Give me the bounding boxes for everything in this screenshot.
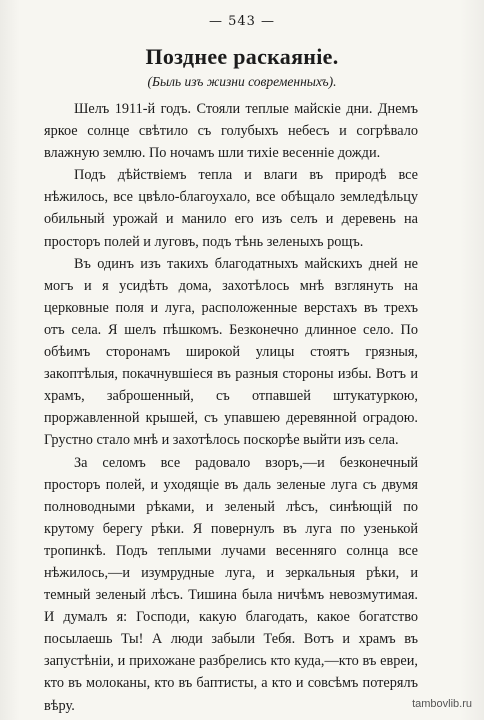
paragraph-1: Шелъ 1911-й годъ. Стояли теплые майскіе дни. Днемъ яркое солнце свѣтило съ голубыхъ небесъ и согрѣвало влажную землю. По ночамъ шли тихіе весенніе дожди. <box>44 101 418 162</box>
site-watermark: tambovlib.ru <box>412 698 472 710</box>
article-subtitle: (Быль изъ жизни современныхъ). <box>147 74 337 89</box>
article-body <box>44 98 418 717</box>
paragraph-4: За селомъ все радовало взоръ,—и безконечный просторъ полей, и уходящіе въ даль зеленые луга съ двумя полноводными рѣками, и зеленый лѣсъ, синѣющій по крутому берегу рѣки. Я повернулъ въ луга по узенькой тропинкѣ. Подъ теплыми лучами весенняго солнца все нѣжилось,—и изумрудные луга, и зеркальныя рѣки, и темный зеленый лѣсъ. Тишина была ничѣмъ невозмутимая. И думалъ я: Господи, какую благодать, какое богатство посылаешь Ты! А люди забыли Тебя. Вотъ и храмъ въ запустѣніи, и прихожане разбрелись кто куда,—кто въ евреи, кто въ молоканы, кто въ баптисты, а кто и совсѣмъ потерялъ вѣру. <box>44 454 418 714</box>
page-number: — 543 — <box>208 14 276 29</box>
article-title: Позднее раскаяніе. <box>145 44 339 69</box>
paragraph-3: Въ одинъ изъ такихъ благодатныхъ майскихъ дней не могъ и я усидѣть дома, захотѣлось мнѣ взглянуть на церковные поля и луга, расположенные верстахъ въ трехъ отъ села. Я шелъ пѣшкомъ. Безконечно длинное село. По обѣимъ сторонамъ широкой улицы стоятъ грязныя, закоптѣлыя, покачнувшіеся въ разныя стороны избы. Вотъ и храмъ, заброшенный, съ отпавшей штукатуркою, проржавленной крышей, съ упавшею деревянной оградою. Грустно стало мнѣ и захотѣлось поскорѣе выйти изъ села. <box>44 255 418 449</box>
paragraph-2: Подъ дѣйствіемъ тепла и влаги въ природѣ все нѣжилось, все цвѣло-благоухало, все обѣщало земледѣльцу обильный урожай и манило его изъ селъ и деревень на просторъ полей и луговъ, подъ тѣнь зеленыхъ рощъ. <box>44 167 418 250</box>
